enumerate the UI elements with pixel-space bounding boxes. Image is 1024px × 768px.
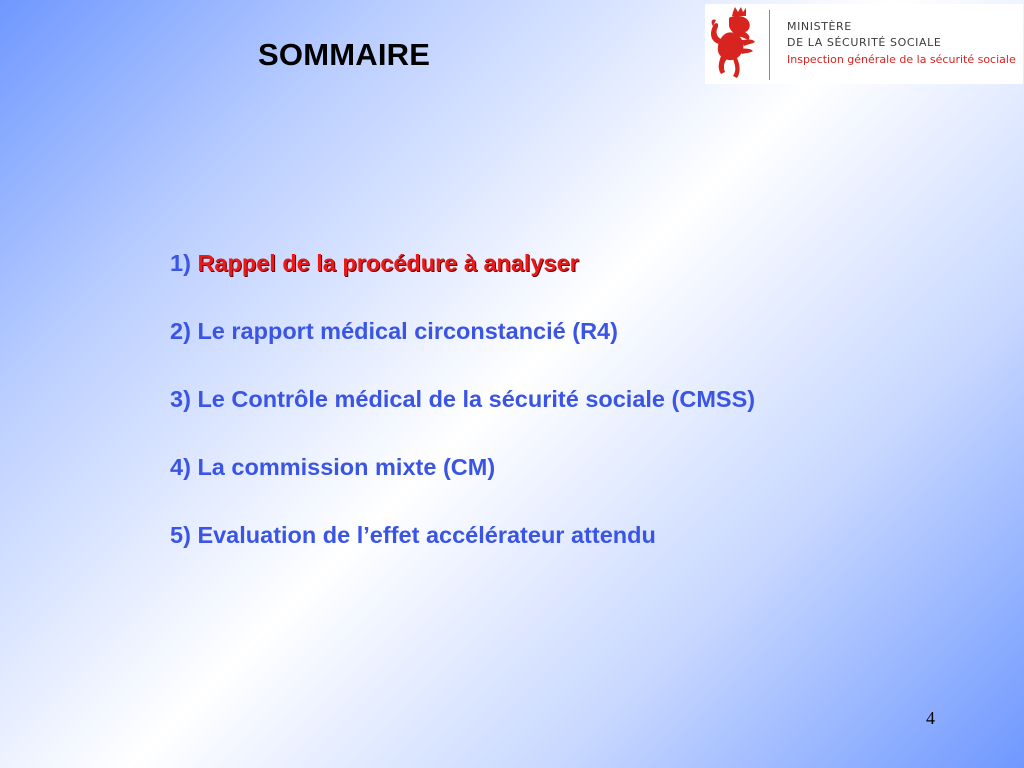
ministry-logo [705, 4, 1023, 84]
toc-item-3[interactable] [170, 386, 755, 413]
logo-department-name: Inspection générale de la sécurité sociale [787, 53, 1016, 66]
toc-item-number: 3) [170, 386, 198, 412]
red-lion-icon [705, 4, 763, 84]
page-number: 4 [926, 708, 935, 728]
toc-item-number: 4) [170, 454, 198, 480]
toc-item-number: 5) [170, 522, 198, 548]
toc-item-label: La commission mixte (CM) [197, 454, 496, 480]
toc-item-4[interactable] [170, 454, 495, 481]
toc-item-2[interactable] [170, 318, 618, 345]
logo-ministry-line: MINISTÈRE [787, 20, 852, 33]
toc-item-label: Le rapport médical circonstancié (R4) [197, 318, 618, 344]
logo-divider [769, 10, 770, 80]
slide-title: SOMMAIRE [258, 37, 431, 72]
toc-item-5[interactable] [170, 522, 656, 549]
toc-item-label: Evaluation de l’effet accélérateur attendu [197, 522, 656, 548]
logo-ministry-name: DE LA SÉCURITÉ SOCIALE [787, 36, 942, 49]
toc-item-number: 1) [170, 250, 198, 276]
toc-item-number: 2) [170, 318, 198, 344]
toc-item-1[interactable] [170, 250, 579, 277]
toc-item-label: Rappel de la procédure à analyser [197, 250, 579, 276]
toc-item-label: Le Contrôle médical de la sécurité sociale (CMSS) [197, 386, 756, 412]
